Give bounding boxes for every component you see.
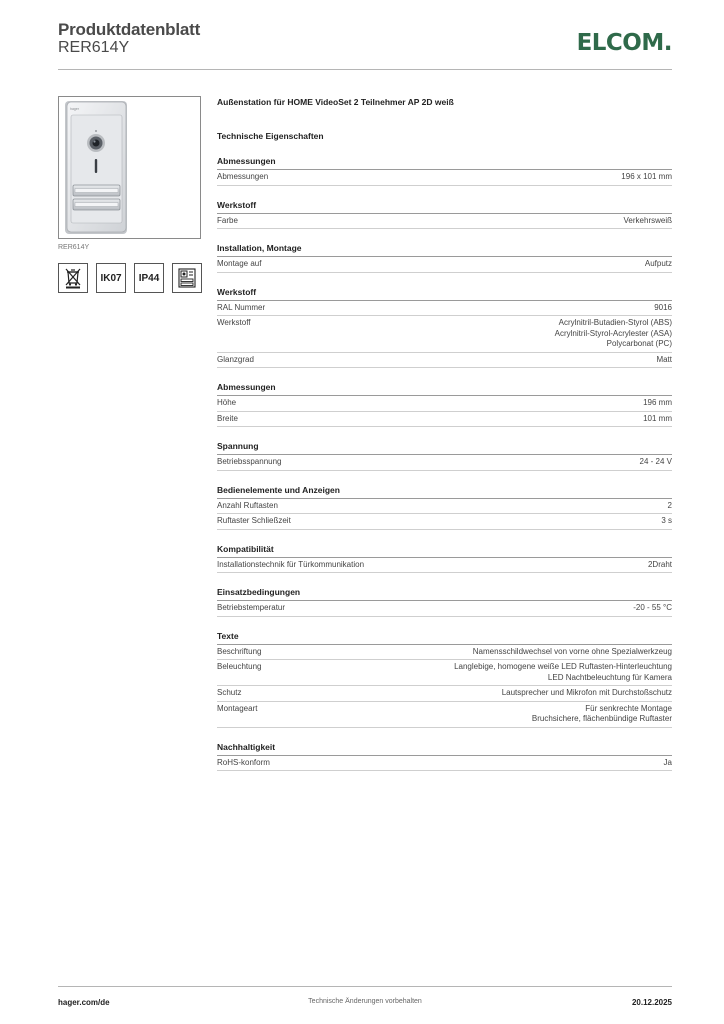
spec-section [217,200,672,230]
spec-value-line: 9016 [654,302,672,312]
spec-key: Glanzgrad [217,354,254,364]
spec-value [254,355,672,366]
spec-key: Höhe [217,398,237,407]
spec-row [217,257,672,273]
spec-section [217,287,672,369]
product-image [58,96,201,239]
section-title: Nachhaltigkeit [217,742,672,756]
spec-section [217,156,672,186]
ip-rating-badge: IP44 [134,263,164,293]
spec-value [282,457,673,468]
spec-value-line: Lautsprecher und Mikrofon mit Durchstoßschutz [501,688,672,697]
footer-website: hager.com/de [58,998,110,1007]
page-footer [58,986,672,1016]
spec-value-line: -20 - 55 °C [633,603,672,612]
spec-row [217,514,672,530]
spec-value [261,647,672,658]
spec-value-line: Langlebige, homogene weiße LED Ruftasten-Hinterleuchtung [454,662,672,671]
device-module-icon [172,263,202,293]
spec-key: Breite [217,413,238,423]
spec-key: Schutz [217,688,242,697]
spec-key: Werkstoff [217,318,251,327]
spec-section [217,441,672,471]
spec-row [217,686,672,702]
spec-value [285,603,672,614]
section-title: Einsatzbedingungen [217,587,672,601]
section-title: Installation, Montage [217,243,672,257]
spec-section [217,544,672,574]
spec-row [217,301,672,317]
spec-key: RoHS-konform [217,757,270,767]
spec-value-line: Acrylnitril-Butadien-Styrol (ABS) [558,318,672,327]
spec-key: Montageart [217,703,258,713]
spec-row [217,645,672,661]
spec-value [364,560,672,571]
spec-value-line: Namensschildwechsel von vorne ohne Spezialwerkzeug [472,646,672,656]
spec-key: Beschriftung [217,646,262,656]
section-title: Texte [217,631,672,645]
spec-key: Ruftaster Schließzeit [217,516,291,525]
spec-value [265,303,672,314]
spec-value-line: 196 mm [643,398,672,407]
spec-row [217,558,672,574]
spec-row [217,660,672,686]
section-title: Bedienelemente und Anzeigen [217,485,672,499]
spec-value-line: 196 x 101 mm [621,172,672,181]
spec-row [217,412,672,428]
section-title: Abmessungen [217,382,672,396]
spec-value [241,688,672,699]
spec-value-line: Acrylnitril-Styrol-Acrylester (ASA) [554,328,672,338]
spec-key: Beleuchtung [217,662,262,671]
spec-value-line: 3 s [661,516,672,525]
footer-date: 20.12.2025 [631,998,672,1007]
spec-row [217,316,672,353]
spec-value [257,704,672,725]
spec-value [251,318,673,350]
technical-properties-heading: Technische Eigenschaften [217,131,324,141]
spec-value-line: 2 [667,500,672,510]
spec-value [268,172,672,183]
spec-value [291,516,672,527]
section-title: Spannung [217,441,672,455]
door-station-illustration [59,97,200,238]
spec-value [238,414,672,425]
spec-value-line: 24 - 24 V [639,457,672,466]
section-title: Abmessungen [217,156,672,170]
spec-value [261,662,672,683]
spec-value-line: 101 mm [643,413,672,423]
spec-key: Abmessungen [217,172,269,181]
specification-content [217,96,672,771]
spec-value-line: Bruchsichere, flächenbündige Ruftaster [531,714,672,723]
spec-value-line: Verkehrsweiß [623,215,672,225]
device-brand-label: hager [70,107,79,111]
spec-row [217,170,672,186]
spec-row [217,214,672,230]
spec-key: Betriebsspannung [217,457,282,466]
elcom-logo: ELCOM. [576,30,672,56]
spec-value [238,216,672,227]
spec-value [270,758,672,769]
footer-disclaimer: Technische Änderungen vorbehalten [308,998,422,1005]
spec-key: Betriebstemperatur [217,603,286,612]
document-title: Produktdatenblatt [58,20,201,39]
spec-key: RAL Nummer [217,302,266,312]
spec-row [217,455,672,471]
section-title: Werkstoff [217,287,672,301]
spec-value [278,501,672,512]
crossed-out-bin-icon [58,263,88,293]
image-caption: RER614Y [58,244,90,251]
spec-section [217,631,672,728]
spec-row [217,756,672,772]
spec-value-line: Ja [663,757,672,767]
spec-section [217,587,672,617]
product-title: Außenstation für HOME VideoSet 2 Teilnehmer AP 2D weiß [217,97,454,107]
section-title: Kompatibilität [217,544,672,558]
spec-key: Installationstechnik für Türkommunikation [217,559,365,569]
spec-value-line: Für senkrechte Montage [585,703,672,713]
spec-section [217,485,672,530]
ik-rating-badge: IK07 [96,263,126,293]
product-code: RER614Y [58,39,130,56]
spec-value-line: 2Draht [647,559,672,569]
spec-value [261,259,672,270]
spec-value-line: Polycarbonat (PC) [606,339,672,348]
section-title: Werkstoff [217,200,672,214]
spec-row [217,353,672,369]
spec-value-line: Matt [656,354,672,364]
spec-section [217,742,672,772]
spec-row [217,601,672,617]
spec-section [217,382,672,427]
spec-row [217,702,672,728]
page-header [58,20,672,70]
spec-row [217,396,672,412]
spec-value-line: Aufputz [644,259,672,268]
spec-value-line: LED Nachtbeleuchtung für Kamera [547,672,672,682]
spec-key: Montage auf [217,259,262,268]
spec-key: Farbe [217,215,238,225]
spec-key: Anzahl Ruftasten [217,500,278,510]
spec-sections [217,156,672,771]
spec-row [217,499,672,515]
spec-value [236,398,672,409]
spec-section [217,243,672,273]
